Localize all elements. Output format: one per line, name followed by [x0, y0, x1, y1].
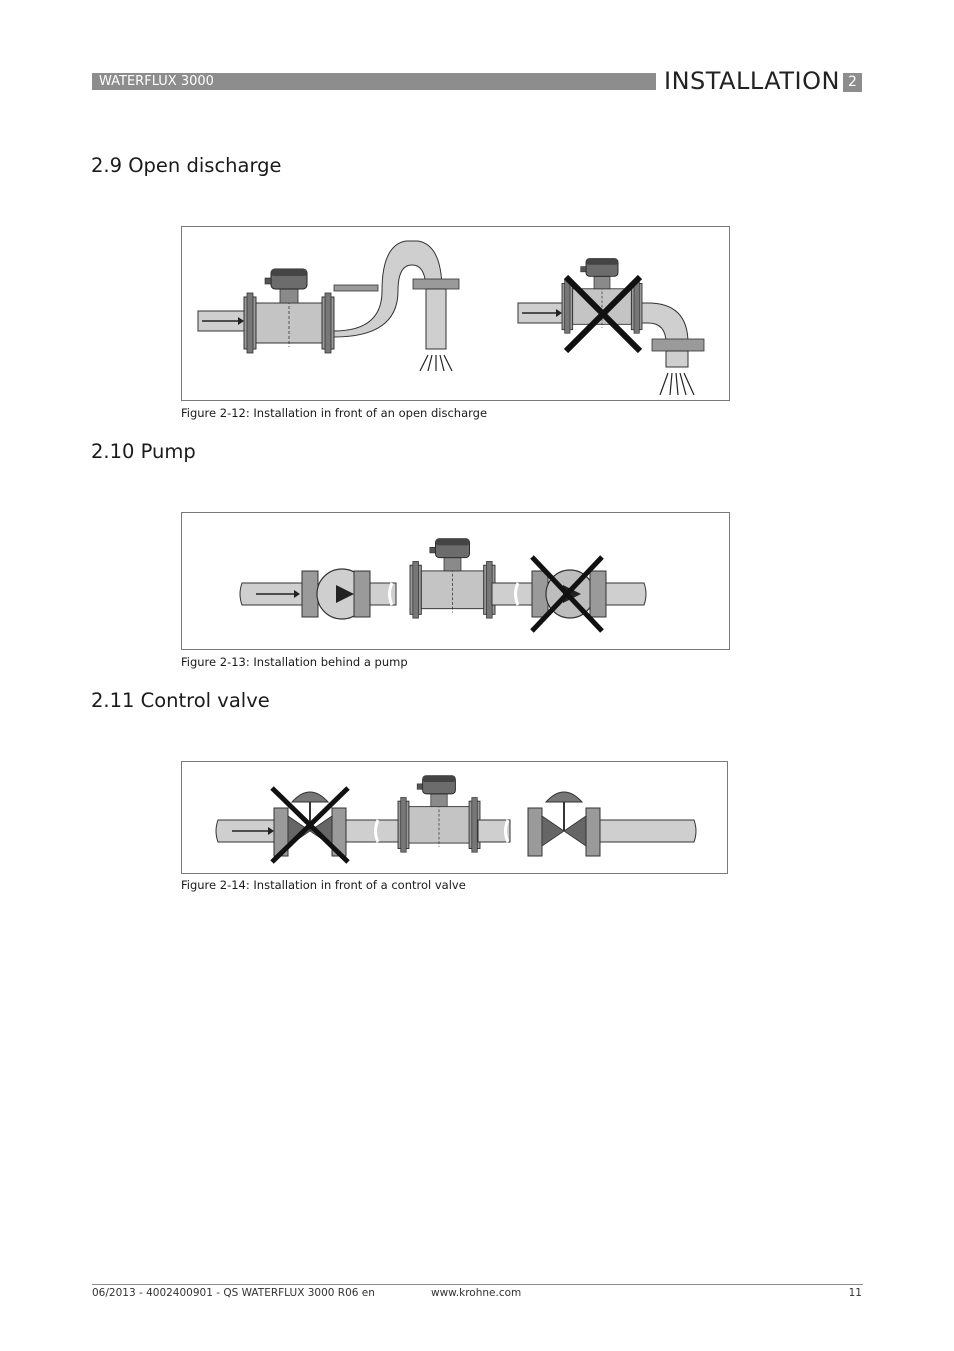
footer-rule [92, 1284, 863, 1285]
figure-pump [181, 512, 730, 650]
header-section-title: INSTALLATION [664, 67, 840, 95]
section-heading-control-valve: 2.11 Control valve [91, 689, 270, 712]
figure-caption-control-valve: Figure 2-14: Installation in front of a control valve [181, 878, 466, 892]
header-chapter-badge: 2 [843, 73, 862, 92]
figure-control-valve [181, 761, 728, 874]
incorrect-installation [518, 259, 704, 395]
control-valve-illustration [182, 762, 729, 875]
open-discharge-illustration [182, 227, 731, 402]
footer-website-link[interactable]: www.krohne.com [431, 1287, 522, 1299]
figure-open-discharge [181, 226, 730, 401]
footer-page-number: 11 [848, 1287, 862, 1299]
pump-illustration [182, 513, 731, 651]
figure-caption-open-discharge: Figure 2-12: Installation in front of an open discharge [181, 406, 488, 420]
header-product-name: WATERFLUX 3000 [99, 74, 214, 89]
footer-document-id: 06/2013 - 4002400901 - QS WATERFLUX 3000 R06 en [92, 1287, 375, 1299]
figure-caption-pump: Figure 2-13: Installation behind a pump [181, 655, 408, 669]
correct-installation [198, 241, 459, 371]
section-heading-pump: 2.10 Pump [91, 440, 196, 463]
section-heading-open-discharge: 2.9 Open discharge [91, 154, 282, 177]
